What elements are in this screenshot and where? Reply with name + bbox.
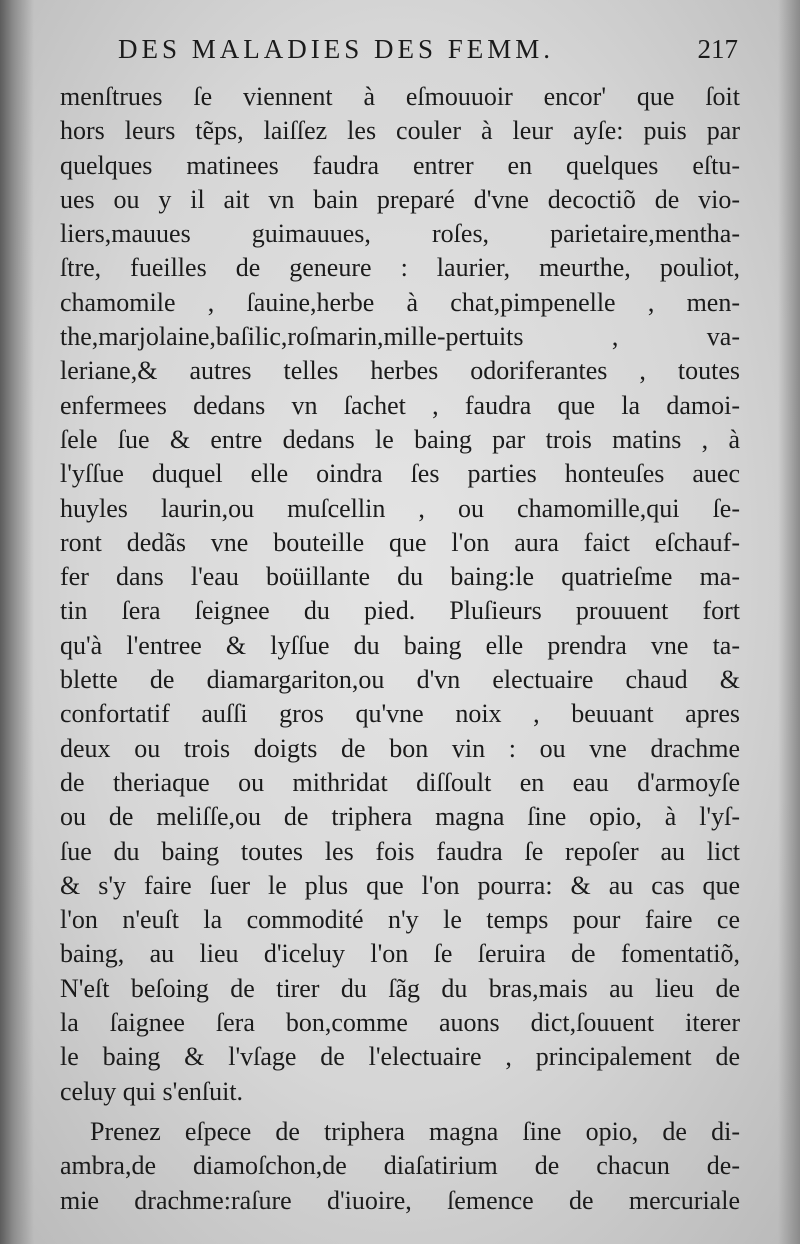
text-line: le baing & l'vſage de l'electuaire , principalement de [60,1042,740,1072]
running-head: DES MALADIES DES FEMM. [118,34,555,64]
text-line: l'on n'euſt la commodité n'y le temps pour faire ce [60,905,740,935]
text-line: N'eſt beſoing de tirer du ſãg du bras,mais au lieu de [60,973,740,1003]
text-line: confortatif auſſi gros qu'vne noix , beuuant apres [60,699,740,729]
text-line: enfermees dedans vn ſachet , faudra que la damoi- [60,390,740,420]
text-line: ſele ſue & entre dedans le baing par trois matins , à [60,424,740,454]
page-number: 217 [697,34,738,64]
text-line: hors leurs tẽps, laiſſez les couler à leur ayſe: puis par [60,116,740,146]
gutter-shadow [0,0,34,1244]
text-line: mie drachme:raſure d'iuoire, ſemence de mercuriale [60,1185,740,1215]
text-line: ambra,de diamoſchon,de diaſatirium de chacun de- [60,1151,740,1181]
text-line: la ſaignee ſera bon,comme auons dict,ſouuent iterer [60,1008,740,1038]
text-line: ſtre, fueilles de geneure : laurier, meurthe, pouliot, [60,253,740,283]
text-line: ront dedãs vne bouteille que l'on aura faict eſchauf- [60,527,740,557]
text-line: blette de diamargariton,ou d'vn electuaire chaud & [60,665,740,695]
text-line: menſtrues ſe viennent à eſmouuoir encor' que ſoit [60,82,740,111]
text-line: celuy qui s'enſuit. [60,1076,244,1106]
text-line: chamomile , ſauine,herbe à chat,pimpenelle , men- [60,287,740,317]
text-line: huyles laurin,ou muſcellin , ou chamomille,qui ſe- [60,493,740,523]
text-line: qu'à l'entree & lyſſue du baing elle prendra vne ta- [60,630,740,660]
text-line: Prenez eſpece de triphera magna ſine opio, de di- [90,1116,740,1146]
text-line: de theriaque ou mithridat diſſoult en eau d'armoyſe [60,767,740,797]
text-line: ues ou y il ait vn bain preparé d'vne decoctiõ de vio- [60,184,740,214]
text-line: quelques matinees faudra entrer en quelques eſtu- [60,150,740,180]
text-line: fer dans l'eau boüillante du baing:le quatrieſme ma- [60,562,740,592]
text-line: & s'y faire ſuer le plus que l'on pourra: & au cas que [60,870,740,900]
text-line: tin ſera ſeignee du pied. Pluſieurs prouuent fort [60,596,740,626]
page-header [118,34,738,74]
text-line: ſue du baing toutes les fois faudra ſe repoſer au lict [60,836,740,866]
edge-shadow [778,0,800,1244]
text-line: the,marjolaine,baſilic,roſmarin,mille-pertuits , va- [60,322,740,352]
text-line: leriane,& autres telles herbes odoriferantes , toutes [60,356,740,386]
body-text [60,80,740,1218]
text-line: liers,mauues guimauues, roſes, parietaire,mentha- [60,219,740,249]
text-line: ou de meliſſe,ou de triphera magna ſine opio, à l'yſ- [60,802,740,832]
text-line: l'yſſue duquel elle oindra ſes parties honteuſes auec [60,459,740,489]
text-line: baing, au lieu d'iceluy l'on ſe ſeruira de fomentatiõ, [60,939,740,969]
text-line: deux ou trois doigts de bon vin : ou vne drachme [60,733,740,763]
